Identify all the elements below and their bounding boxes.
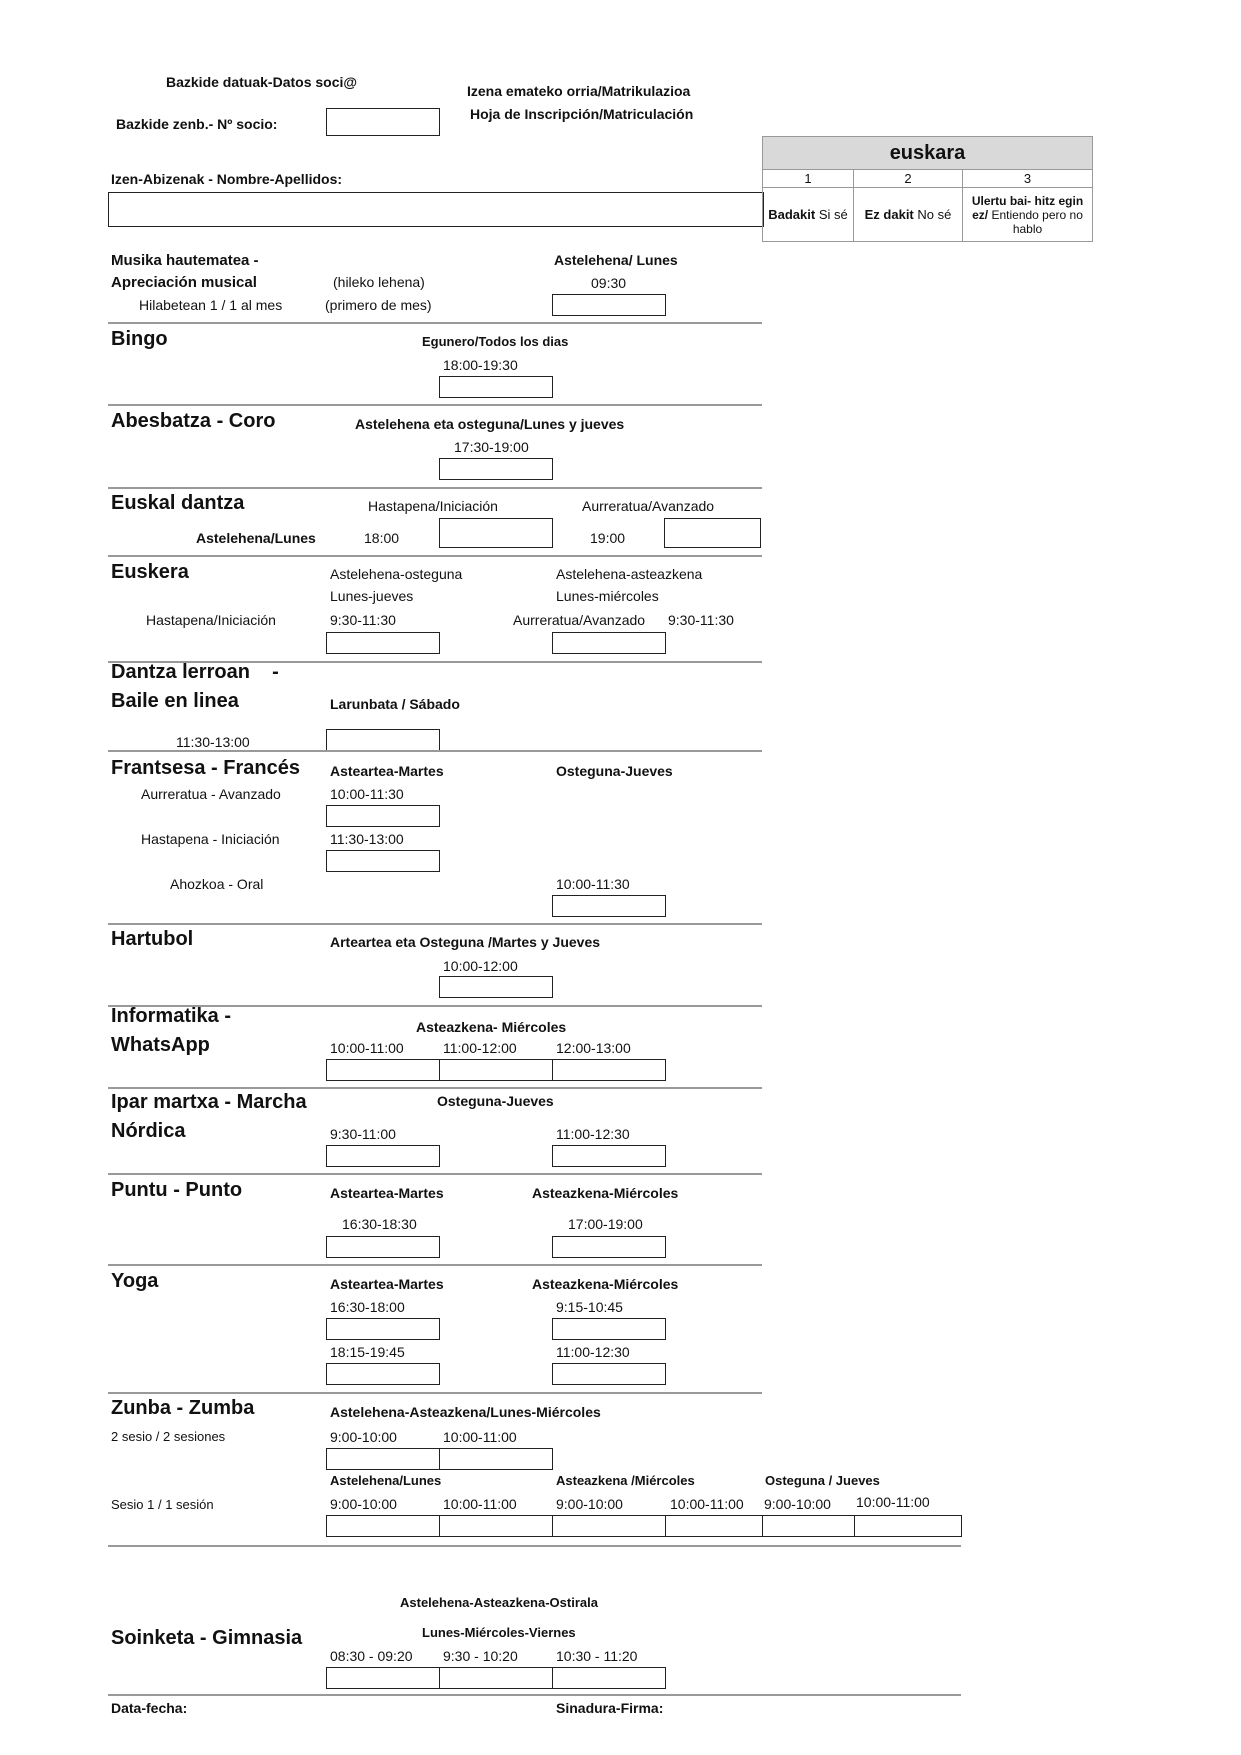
divider (108, 1392, 762, 1394)
informatika-checkbox-1[interactable] (326, 1059, 440, 1081)
frantsesa-level-2: Hastapena - Iniciación (141, 831, 280, 847)
divider (108, 322, 762, 324)
yoga-time-1b: 18:15-19:45 (330, 1344, 405, 1360)
musika-time: 09:30 (591, 275, 627, 291)
soinketa-days-eu: Astelehena-Asteazkena-Ostirala (400, 1595, 598, 1610)
informatika-time-3: 12:00-13:00 (556, 1040, 631, 1056)
zumba-one-time-1: 9:00-10:00 (330, 1496, 397, 1512)
informatika-title-2: WhatsApp (111, 1034, 210, 1056)
ipar-time-1: 9:30-11:00 (330, 1126, 396, 1142)
zumba-one-checkbox-2[interactable] (439, 1515, 553, 1537)
euskera-time-1: 9:30-11:30 (330, 612, 396, 628)
name-label: Izen-Abizenak - Nombre-Apellidos: (111, 171, 343, 187)
yoga-time-1a: 16:30-18:00 (330, 1299, 405, 1315)
informatika-checkbox-3[interactable] (552, 1059, 666, 1081)
abesbatza-title: Abesbatza - Coro (111, 410, 276, 432)
zumba-one-checkbox-1[interactable] (326, 1515, 440, 1537)
puntu-day-1: Asteartea-Martes (330, 1185, 444, 1201)
soinketa-time-1: 08:30 - 09:20 (330, 1648, 413, 1664)
zumba-one-time-3: 9:00-10:00 (556, 1496, 623, 1512)
lerroan-checkbox[interactable] (326, 729, 440, 751)
euskera-checkbox-1[interactable] (326, 632, 440, 654)
zumba-two-sessions: 2 sesio / 2 sesiones (111, 1429, 226, 1444)
bingo-checkbox[interactable] (439, 376, 553, 398)
puntu-checkbox-1[interactable] (326, 1236, 440, 1258)
divider (108, 1694, 961, 1696)
frantsesa-checkbox-3[interactable] (552, 895, 666, 917)
euskara-col-2: 2 (854, 170, 963, 188)
bingo-day: Egunero/Todos los dias (422, 334, 569, 349)
zumba-two-time-1: 9:00-10:00 (330, 1429, 397, 1445)
lerroan-title-1: Dantza lerroan - (111, 661, 279, 683)
musika-day: Astelehena/ Lunes (554, 252, 678, 268)
zumba-one-time-6: 10:00-11:00 (856, 1494, 930, 1510)
frantsesa-day-1: Asteartea-Martes (330, 763, 444, 779)
dantza-level-1: Hastapena/Iniciación (368, 498, 498, 514)
hartubol-day: Arteartea eta Osteguna /Martes y Jueves (330, 934, 601, 950)
zumba-one-checkbox-5[interactable] (762, 1515, 855, 1537)
lerroan-day: Larunbata / Sábado (330, 696, 460, 712)
musika-frequency: Hilabetean 1 / 1 al mes (139, 297, 283, 313)
yoga-checkbox-1b[interactable] (326, 1363, 440, 1385)
hartubol-title: Hartubol (111, 928, 194, 950)
yoga-title: Yoga (111, 1270, 159, 1292)
musika-title-2: Apreciación musical (111, 274, 257, 291)
euskera-checkbox-2[interactable] (552, 632, 666, 654)
divider (108, 1545, 961, 1547)
frantsesa-title: Frantsesa - Francés (111, 757, 300, 779)
soinketa-days-es: Lunes-Miércoles-Viernes (422, 1625, 576, 1640)
zumba-one-time-5: 9:00-10:00 (764, 1496, 831, 1512)
zumba-two-time-2: 10:00-11:00 (443, 1429, 517, 1445)
euskara-title: euskara (763, 137, 1093, 170)
frantsesa-level-1: Aurreratua - Avanzado (141, 786, 281, 802)
socio-number-field[interactable] (326, 108, 440, 136)
musika-checkbox[interactable] (552, 294, 666, 316)
dantza-checkbox-2[interactable] (664, 518, 761, 548)
puntu-checkbox-2[interactable] (552, 1236, 666, 1258)
hartubol-checkbox[interactable] (439, 976, 553, 998)
euskera-days-2-es: Lunes-miércoles (556, 588, 659, 604)
lerroan-time: 11:30-13:00 (176, 734, 250, 750)
ipar-checkbox-1[interactable] (326, 1145, 440, 1167)
euskera-level-1: Hastapena/Iniciación (146, 612, 276, 628)
divider (108, 1173, 762, 1175)
euskera-days-1-es: Lunes-jueves (330, 588, 414, 604)
soinketa-time-3: 10:30 - 11:20 (556, 1648, 638, 1664)
euskara-option-1[interactable]: Badakit Si sé (763, 188, 854, 242)
frantsesa-checkbox-2[interactable] (326, 850, 440, 872)
informatika-title-1: Informatika - (111, 1005, 232, 1027)
zumba-day-thu: Osteguna / Jueves (765, 1473, 880, 1488)
euskera-time-2: 9:30-11:30 (668, 612, 734, 628)
ipar-day: Osteguna-Jueves (437, 1093, 554, 1109)
name-field[interactable] (108, 192, 764, 227)
ipar-title-1: Ipar martxa - Marcha (111, 1091, 307, 1113)
soinketa-time-2: 9:30 - 10:20 (443, 1648, 518, 1664)
yoga-checkbox-2a[interactable] (552, 1318, 666, 1340)
abesbatza-checkbox[interactable] (439, 458, 553, 480)
zumba-title: Zunba - Zumba (111, 1397, 255, 1419)
frantsesa-time-2: 11:30-13:00 (330, 831, 404, 847)
zumba-two-checkbox-2[interactable] (439, 1448, 553, 1470)
informatika-checkbox-2[interactable] (439, 1059, 553, 1081)
ipar-checkbox-2[interactable] (552, 1145, 666, 1167)
yoga-day-2: Asteazkena-Miércoles (532, 1276, 679, 1292)
musika-note-2: (primero de mes) (325, 297, 432, 313)
euskara-col-3: 3 (963, 170, 1093, 188)
ipar-title-2: Nórdica (111, 1120, 186, 1142)
informatika-time-2: 11:00-12:00 (443, 1040, 517, 1056)
frantsesa-checkbox-1[interactable] (326, 805, 440, 827)
zumba-one-checkbox-3[interactable] (552, 1515, 666, 1537)
divider (108, 487, 762, 489)
informatika-day: Asteazkena- Miércoles (416, 1019, 567, 1035)
dantza-time-1: 18:00 (364, 530, 400, 546)
soinketa-checkbox-3[interactable] (552, 1667, 666, 1689)
dantza-day: Astelehena/Lunes (196, 530, 316, 546)
frantsesa-time-3: 10:00-11:30 (556, 876, 630, 892)
euskara-col-1: 1 (763, 170, 854, 188)
abesbatza-day: Astelehena eta osteguna/Lunes y jueves (355, 416, 625, 432)
puntu-day-2: Asteazkena-Miércoles (532, 1185, 679, 1201)
bingo-time: 18:00-19:30 (443, 357, 518, 373)
yoga-time-2b: 11:00-12:30 (556, 1344, 630, 1360)
form-title-eu: Izena emateko orria/Matrikulazioa (467, 83, 691, 99)
dantza-checkbox-1[interactable] (439, 518, 553, 548)
divider (108, 923, 762, 925)
euskara-table (762, 136, 1093, 242)
euskera-days-2-eu: Astelehena-asteazkena (556, 566, 703, 582)
ipar-time-2: 11:00-12:30 (556, 1126, 630, 1142)
frantsesa-time-1: 10:00-11:30 (330, 786, 404, 802)
soinketa-title: Soinketa - Gimnasia (111, 1627, 303, 1649)
yoga-checkbox-2b[interactable] (552, 1363, 666, 1385)
zumba-one-time-4: 10:00-11:00 (670, 1496, 744, 1512)
euskara-option-2[interactable]: Ez dakit No sé (854, 188, 963, 242)
form-title-es: Hoja de Inscripción/Matriculación (470, 106, 694, 122)
euskara-option-3[interactable]: Ulertu bai- hitz egin ez/ Entiendo pero no hablo (963, 188, 1093, 242)
soinketa-checkbox-1[interactable] (326, 1667, 440, 1689)
dantza-title: Euskal dantza (111, 492, 245, 514)
zumba-day-wed: Asteazkena /Miércoles (556, 1473, 695, 1488)
zumba-one-checkbox-4[interactable] (665, 1515, 763, 1537)
musika-note-1: (hileko lehena) (333, 274, 425, 290)
bingo-title: Bingo (111, 328, 168, 350)
divider (108, 750, 762, 752)
divider (108, 1264, 762, 1266)
puntu-time-2: 17:00-19:00 (568, 1216, 643, 1232)
yoga-checkbox-1a[interactable] (326, 1318, 440, 1340)
frantsesa-day-2: Osteguna-Jueves (556, 763, 673, 779)
euskera-level-2: Aurreratua/Avanzado (513, 612, 646, 628)
date-label: Data-fecha: (111, 1700, 188, 1716)
socio-data-title: Bazkide datuak-Datos soci@ (166, 74, 358, 90)
hartubol-time: 10:00-12:00 (443, 958, 518, 974)
zumba-one-checkbox-6[interactable] (854, 1515, 962, 1537)
zumba-one-session: Sesio 1 / 1 sesión (111, 1497, 214, 1512)
informatika-time-1: 10:00-11:00 (330, 1040, 404, 1056)
euskera-days-1-eu: Astelehena-osteguna (330, 566, 463, 582)
musika-title-1: Musika hautematea - (111, 252, 259, 269)
signature-label: Sinadura-Firma: (556, 1700, 664, 1716)
frantsesa-level-3: Ahozkoa - Oral (170, 876, 264, 892)
socio-number-label: Bazkide zenb.- Nº socio: (116, 116, 278, 132)
divider (108, 1087, 762, 1089)
dantza-level-2: Aurreratua/Avanzado (582, 498, 715, 514)
yoga-day-1: Asteartea-Martes (330, 1276, 444, 1292)
soinketa-checkbox-2[interactable] (439, 1667, 553, 1689)
zumba-two-checkbox-1[interactable] (326, 1448, 440, 1470)
lerroan-title-2: Baile en linea (111, 690, 239, 712)
puntu-time-1: 16:30-18:30 (342, 1216, 417, 1232)
divider (108, 555, 762, 557)
puntu-title: Puntu - Punto (111, 1179, 243, 1201)
zumba-one-time-2: 10:00-11:00 (443, 1496, 517, 1512)
yoga-time-2a: 9:15-10:45 (556, 1299, 623, 1315)
dantza-time-2: 19:00 (590, 530, 626, 546)
zumba-days-two: Astelehena-Asteazkena/Lunes-Miércoles (330, 1404, 601, 1420)
euskera-title: Euskera (111, 561, 189, 583)
zumba-day-mon: Astelehena/Lunes (330, 1473, 442, 1488)
divider (108, 404, 762, 406)
abesbatza-time: 17:30-19:00 (454, 439, 529, 455)
